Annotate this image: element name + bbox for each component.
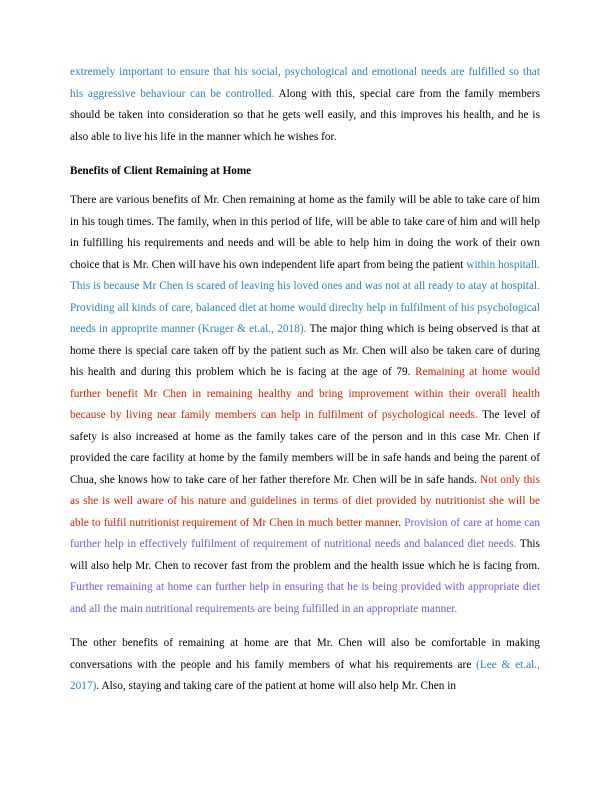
paragraph-continuation — [70, 62, 540, 148]
paragraph-other-benefits — [70, 633, 540, 698]
text-run: Not only this as she is well aware of his nature and guidelines in terms of diet provided by nutritionist she will be able to fulfil nutritionist requirement of Mr Chen in much better manner — [70, 473, 540, 529]
text-run: There are various benefits of Mr. Chen remaining at home as the family will be able to take care of him in his tough times. The family, when in this period of life, will be able to take care of him and will help in fulfilling his requirements and needs and will be able to help him in doing the work of their own choice that is Mr. Chen will have his own independent life apart from being the patient — [70, 194, 540, 271]
section-heading: Benefits of Client Remaining at Home — [70, 165, 252, 177]
text-run: . — [398, 516, 405, 529]
paragraph-benefits-main — [70, 190, 540, 620]
text-run: This will also help Mr. Chen to recover fast from the problem and the health issue which he is facing from. — [70, 538, 540, 572]
text-run: Further remaining at home can further help in ensuring that he is being provided with appropriate diet and all the main nutritional requirements are being fulfilled in an appropriate manner. — [70, 581, 540, 615]
text-run: The level of safety is also increased at home as the family takes care of the person and in this case Mr. Chen if provided the care facility at home by the family members will be in safe hands and being the parent of Chua, she knows how to take care of her father therefore Mr. Chen will be in safe hands. — [70, 409, 540, 486]
text-run: The major thing which is being observed is that at home there is special care taken off by the patient such as Mr. Chen will also be taken care of during his health and during this problem which he is facing at the age of 79. — [70, 323, 541, 379]
text-run: within hospitall. This is because Mr Chen is scared of leaving his loved ones and was not at all ready to atay at hospital. Providing all kinds of care, balanced diet at home would direclty help in fulfilment of his psychological needs in approprite manner (Kruger & et.al., 2018). — [70, 258, 540, 336]
text-run: . Also, staying and taking care of the patient at home will also help Mr. Chen in — [96, 680, 457, 693]
text-run: Along with this, special care from the family members should be taken into consideration so that he gets well easily, and this improves his health, and he is also able to live his life in the manner which he wishes for. — [70, 87, 540, 143]
text-run: extremely important to ensure that his social, psychological and emotional needs are fulfilled so that his aggressive behaviour can be controlled. — [70, 66, 540, 100]
text-run: The other benefits of remaining at home are that Mr. Chen will also be comfortable in making conversations with the people and his family members of what his requirements are — [70, 637, 540, 671]
text-run: Remaining at home would further benefit Mr Chen in remaining healthy and bring improvement within their overall health because by living near family members can help in fulfilment of psychological needs. — [70, 366, 541, 422]
text-run: (Lee & et.al., 2017) — [70, 658, 540, 693]
text-run: Provision of care at home can further help in effectively fulfilment of requirement of nutritional needs and balanced diet needs. — [70, 516, 540, 551]
